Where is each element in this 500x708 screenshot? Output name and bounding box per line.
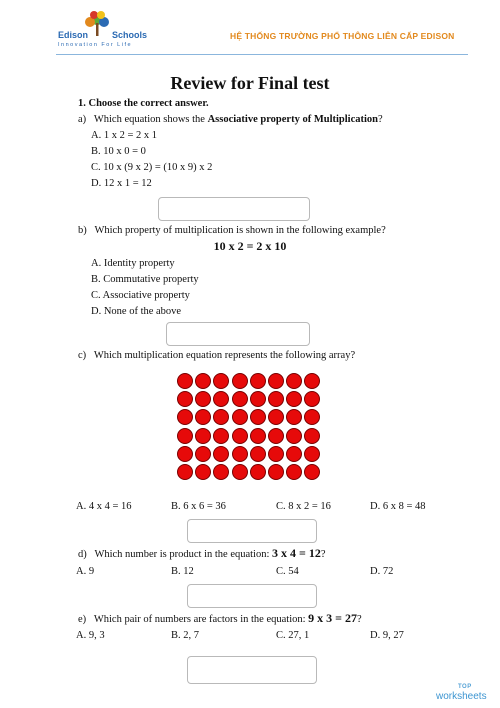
question-d (78, 547, 326, 561)
option-item: C. Associative property (91, 290, 190, 301)
option-item: A. 9 (76, 566, 95, 577)
array-dot (286, 428, 302, 444)
option-item: C. 54 (276, 566, 299, 577)
question-emphasis: 9 x 3 = 27 (308, 611, 357, 625)
array-dot (232, 373, 248, 389)
array-dot (250, 464, 266, 480)
option-item: D. 12 x 1 = 12 (91, 178, 152, 189)
option-item: B. 12 (171, 566, 194, 577)
question-label: b) (78, 225, 87, 236)
question-text: Which multiplication equation represents the following array? (93, 350, 356, 361)
brand-logo-text: worksheets (436, 691, 487, 702)
array-dot (213, 464, 229, 480)
answer-box-d[interactable] (187, 584, 317, 608)
option-item: C. 27, 1 (276, 630, 310, 641)
array-dot (195, 464, 211, 480)
array-dot (304, 428, 320, 444)
question-suffix: ? (320, 549, 326, 560)
array-dot (195, 446, 211, 462)
option-item: D. 72 (370, 566, 394, 577)
question-text: Which pair of numbers are factors in the equation: (93, 614, 309, 625)
question-label: a) (78, 114, 87, 125)
brand-top-text: TOP (458, 684, 472, 690)
array-dot (232, 464, 248, 480)
array-dot (250, 428, 266, 444)
array-dot (268, 428, 284, 444)
question-c (78, 349, 355, 362)
array-dot (195, 391, 211, 407)
array-dot (177, 428, 193, 444)
array-dot (268, 391, 284, 407)
question-suffix: ? (378, 114, 383, 125)
option-item: B. Commutative property (91, 274, 199, 285)
array-dot (195, 428, 211, 444)
answer-box-c[interactable] (187, 519, 317, 543)
question-e (78, 612, 362, 626)
array-dot (177, 464, 193, 480)
array-dot (304, 373, 320, 389)
array-dot (304, 446, 320, 462)
question-label: c) (78, 350, 87, 361)
question-b (78, 224, 386, 237)
question-text: Which property of multiplication is shown in the following example? (94, 225, 386, 236)
array-dot (195, 373, 211, 389)
question-a (78, 113, 383, 126)
array-dot (250, 373, 266, 389)
option-item: B. 6 x 6 = 36 (171, 501, 226, 512)
array-dot (177, 409, 193, 425)
array-dot (250, 391, 266, 407)
option-item: A. 1 x 2 = 2 x 1 (91, 130, 158, 141)
option-item: D. 9, 27 (370, 630, 404, 641)
array-dot (268, 373, 284, 389)
logo-schools-text: Schools (112, 30, 148, 40)
question-text: Which equation shows the (93, 114, 208, 125)
section-heading: 1. Choose the correct answer. (78, 98, 209, 109)
array-dot (213, 428, 229, 444)
array-dot (232, 446, 248, 462)
option-item: D. None of the above (91, 306, 182, 317)
question-label: e) (78, 614, 87, 625)
array-dot (177, 446, 193, 462)
option-item: B. 2, 7 (171, 630, 200, 641)
answer-box-e[interactable] (187, 656, 317, 684)
array-dot (286, 373, 302, 389)
array-dot (232, 409, 248, 425)
array-dot (304, 391, 320, 407)
array-dot (232, 391, 248, 407)
logo-tagline: Innovation For Life (58, 42, 133, 48)
array-dot (268, 409, 284, 425)
dot-array (177, 373, 324, 483)
array-dot (250, 446, 266, 462)
array-dot (232, 428, 248, 444)
example-equation: 10 x 2 = 2 x 10 (213, 239, 287, 253)
array-dot (286, 391, 302, 407)
array-dot (213, 373, 229, 389)
array-dot (286, 446, 302, 462)
option-item: D. 6 x 8 = 48 (370, 501, 426, 512)
question-emphasis: Associative property of Multiplication (207, 114, 379, 125)
header-divider (56, 54, 468, 55)
option-item: B. 10 x 0 = 0 (91, 146, 146, 157)
option-item: A. 9, 3 (76, 630, 105, 641)
answer-box-a[interactable] (158, 197, 310, 221)
array-dot (195, 409, 211, 425)
question-suffix: ? (357, 614, 362, 625)
array-dot (213, 391, 229, 407)
array-dot (304, 464, 320, 480)
question-emphasis: 3 x 4 = 12 (272, 546, 321, 560)
answer-box-b[interactable] (166, 322, 310, 346)
option-item: C. 8 x 2 = 16 (276, 501, 331, 512)
option-item: A. 4 x 4 = 16 (76, 501, 132, 512)
array-dot (250, 409, 266, 425)
array-dot (304, 409, 320, 425)
array-dot (268, 446, 284, 462)
array-dot (268, 464, 284, 480)
option-item: A. Identity property (91, 258, 175, 269)
school-system-name: HỆ THỐNG TRƯỜNG PHỔ THÔNG LIÊN CẤP EDISON (230, 31, 455, 41)
question-text: Which number is product in the equation: (94, 549, 273, 560)
array-dot (286, 464, 302, 480)
array-dot (213, 409, 229, 425)
array-dot (286, 409, 302, 425)
question-label: d) (78, 549, 87, 560)
page-title: Review for Final test (170, 73, 330, 93)
array-dot (177, 391, 193, 407)
option-item: C. 10 x (9 x 2) = (10 x 9) x 2 (91, 162, 213, 173)
logo-edison-text: Edison (58, 30, 89, 40)
array-dot (213, 446, 229, 462)
array-dot (177, 373, 193, 389)
